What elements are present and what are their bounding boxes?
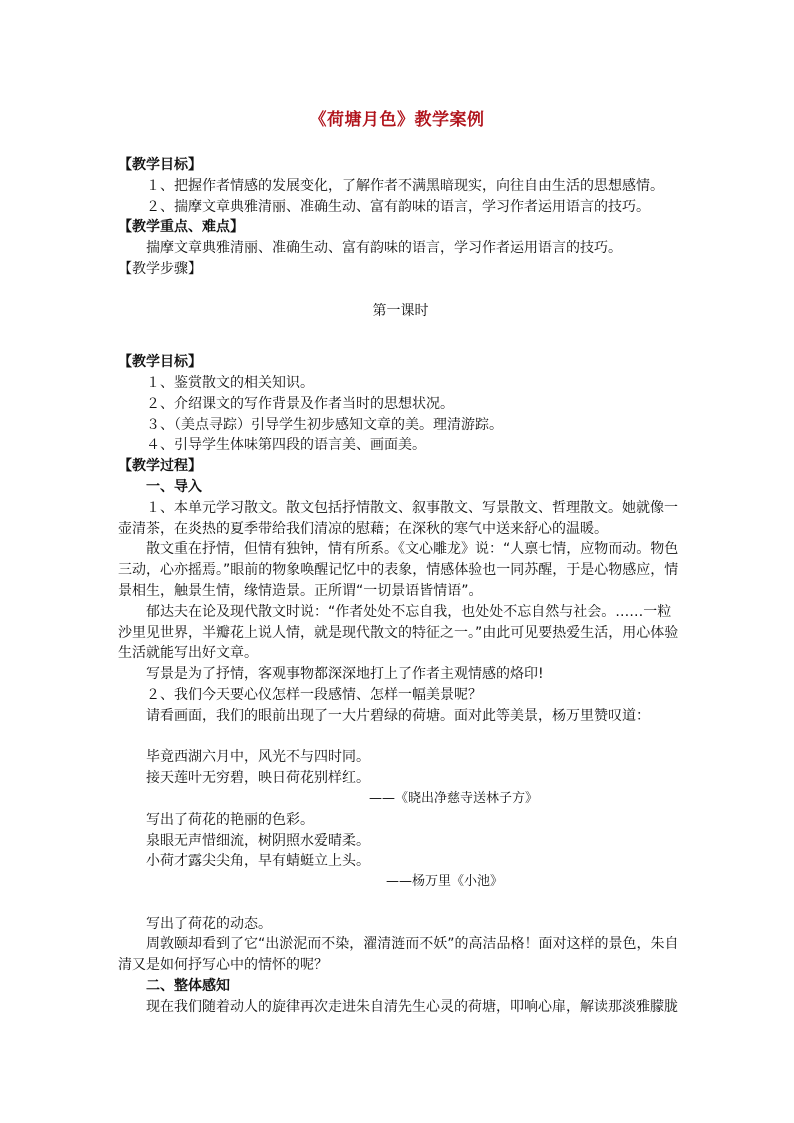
paragraph: 写出了荷花的动态。 <box>146 915 272 932</box>
goal-item: ２、介绍课文的写作背景及作者当时的思想状况。 <box>146 395 454 412</box>
lesson-title: 第一课时 <box>372 302 429 319</box>
document-body <box>118 155 683 1018</box>
section-heading-process: 【教学过程】 <box>118 458 202 475</box>
paragraph: 请看画面，我们的眼前出现了一大片碧绿的荷塘。面对此等美景，杨万里赞叹道： <box>146 707 650 724</box>
goal-item: ３、（美点寻踪）引导学生初步感知文章的美。理清游踪。 <box>146 416 503 433</box>
paragraph: 周敦颐却看到了它“出淤泥而不染，濯清涟而不妖”的高洁品格！面对这样的景色，朱自清又是如何抒写心中的情怀的呢？ <box>118 936 679 974</box>
paragraph: 郁达夫在论及现代散文时说：“作者处处不忘自我，也处处不忘自然与社会。……一粒沙里见世界，半瓣花上说人情，就是现代散文的特征之一。”由此可见要热爱生活，用心体验生活就能写出好文章。 <box>118 603 679 662</box>
section-heading-goals: 【教学目标】 <box>118 157 202 173</box>
section-heading-key-points: 【教学重点、难点】 <box>118 219 244 236</box>
poem-attribution: ——杨万里《小池》 <box>385 874 503 890</box>
subheading-overall: 二、整体感知 <box>146 978 230 995</box>
poem-attribution: ——《晓出净慈寺送林子方》 <box>368 790 538 806</box>
poem-line: 小荷才露尖尖角，早有蜻蜓立上头。 <box>146 853 370 870</box>
goal-item: １、鉴赏散文的相关知识。 <box>146 374 314 391</box>
document-title: 《荷塘月色》教学案例 <box>309 110 485 130</box>
paragraph: 现在我们随着动人的旋律再次走进朱自清先生心灵的荷塘，叩响心扉，解读那淡雅朦胧 <box>146 998 678 1015</box>
paragraph: 写出了荷花的艳丽的色彩。 <box>146 811 314 828</box>
goal-item: ４、引导学生体味第四段的语言美、画面美。 <box>146 437 426 454</box>
paragraph: 写景是为了抒情，客观事物都深深地打上了作者主观情感的烙印! <box>146 666 544 683</box>
section-heading-goals-2: 【教学目标】 <box>118 354 202 371</box>
subheading-intro: 一、导入 <box>146 478 202 495</box>
paragraph: ２、我们今天要心仪怎样一段感情、怎样一幅美景呢？ <box>146 686 482 703</box>
key-point-item: 揣摩文章典雅清丽、准确生动、富有韵味的语言，学习作者运用语言的技巧。 <box>146 240 622 257</box>
poem-line: 接天莲叶无穷碧，映日荷花别样红。 <box>146 770 370 787</box>
goal-item: ２、揣摩文章典雅清丽、准确生动、富有韵味的语言，学习作者运用语言的技巧。 <box>146 198 650 215</box>
goal-item: １、把握作者情感的发展变化，了解作者不满黑暗现实，向往自由生活的思想感情。 <box>146 177 664 194</box>
paragraph: １、本单元学习散文。散文包括抒情散文、叙事散文、写景散文、哲理散文。她就像一壶清茶，在炎热的夏季带给我们清凉的慰藉；在深秋的寒气中送来舒心的温暖。 <box>118 499 678 537</box>
poem-line: 泉眼无声惜细流，树阴照水爱晴柔。 <box>146 832 370 849</box>
paragraph: 散文重在抒情，但情有独钟，情有所系。《文心雕龙》说：“人禀七情，应物而动。物色三动，心亦摇焉。”眼前的物象唤醒记忆中的表象，情感体验也一同苏醒，于是心物感应，情景相生，触景生情，缘情造景。正所谓“一切景语皆情语”。 <box>118 541 679 599</box>
poem-line: 毕竟西湖六月中，风光不与四时同。 <box>146 749 370 766</box>
section-heading-steps: 【教学步骤】 <box>118 260 202 277</box>
